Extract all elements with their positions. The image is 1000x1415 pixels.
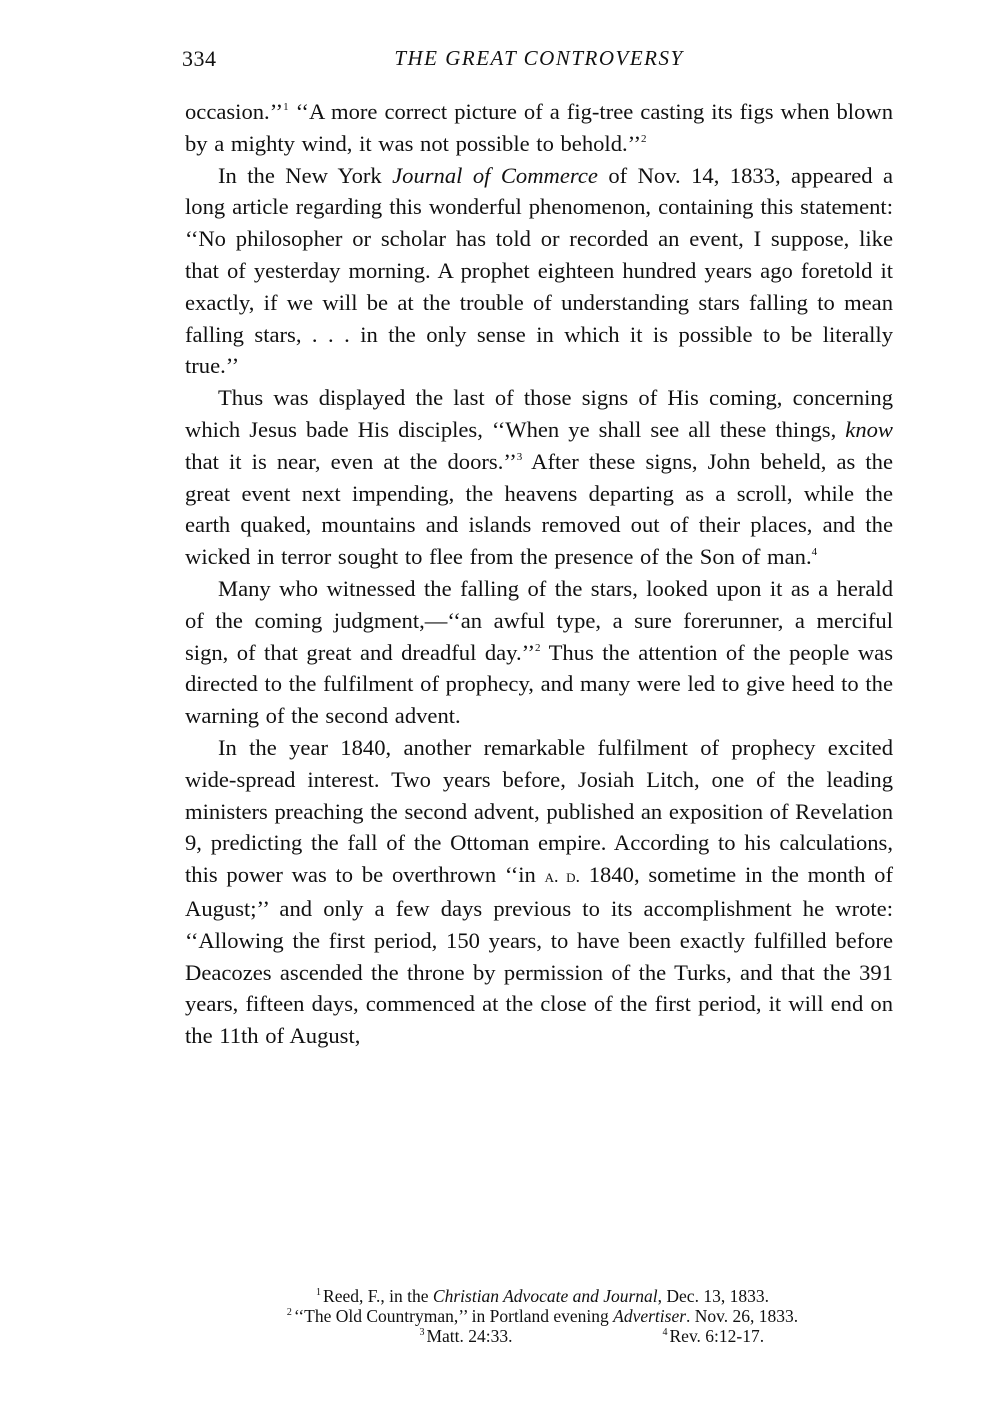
smallcaps-text: a. d.: [544, 866, 580, 887]
paragraph: In the New York Journal of Commerce of Nov. 14, 1833, appeared a long article regarding this wonderful phenomenon, containing this statement: ‘‘No philosopher or scholar has told or recorded an event, I suppose, like that of yesterday morning. A prophet eighteen hundred years ago foretold it exactly, if we will be at the trouble of understanding stars falling to mean falling stars, . . . in the only sense in which it is possible to be literally true.’’: [185, 162, 894, 379]
page-number: 334: [182, 46, 217, 71]
running-head: [182, 40, 893, 76]
footnote-reference: 3: [516, 450, 523, 463]
footnote-4: $^4$ Rev. 6:12-17.: [662, 1326, 765, 1346]
running-title: THE GREAT CONTROVERSY: [394, 46, 684, 70]
body-text: [185, 96, 893, 1052]
footnote-reference: 4: [811, 546, 818, 559]
footnote-reference: 1: [283, 101, 289, 113]
footnote-reference: 2: [535, 641, 541, 654]
footnote-reference: 2: [641, 132, 647, 145]
italic-text: Journal of Commerce: [392, 162, 598, 188]
paragraph: Thus was displayed the last of those signs of His coming, concerning which Jesus bade His disciples, ‘‘When ye shall see all these things, know that it is near, even at the doors.’’$^3$ After these signs, John beheld, as the great event next impending, the heavens departing as a scroll, while the earth quaked, mountains and islands removed out of their places, and the wicked in terror sought to flee from the presence of the Son of man.$^4$: [185, 385, 894, 570]
footnote-1: $^1$ Reed, F., in the Christian Advocate and Journal, Dec. 13, 1833.: [316, 1286, 769, 1306]
paragraph: occasion.’’$^1$ ‘‘A more correct picture of a fig-tree casting its figs when blown by a mighty wind, it was not possible to behold.’’$^2$: [185, 99, 893, 156]
footnotes: [185, 1286, 900, 1346]
footnote-3: $^3$ Matt. 24:33.: [419, 1326, 513, 1346]
footnote-mark: 3: [419, 1327, 425, 1338]
footnote-row-3-4: [185, 1326, 900, 1346]
paragraph: Many who witnessed the falling of the stars, looked upon it as a herald of the coming judgment,—‘‘an awful type, a sure forerunner, a merciful sign, of that great and dreadful day.’’$^2$ Thus the attention of the people was directed to the fulfilment of prophecy, and many were led to give heed to the warning of the second advent.: [185, 575, 894, 729]
footnote-2: $^2$ ‘‘The Old Countryman,’’ in Portland evening Advertiser. Nov. 26, 1833.: [286, 1306, 799, 1326]
footnote-mark: 1: [316, 1287, 322, 1298]
footnote-mark: 4: [662, 1327, 668, 1338]
italic-text: know: [845, 416, 893, 442]
book-page: [182, 40, 894, 1052]
footnote-mark: 2: [286, 1307, 292, 1318]
paragraph: In the year 1840, another remarkable fulfilment of prophecy excited wide-spread interest. Two years before, Josiah Litch, one of the leading ministers preaching the second advent, published an exposition of Revelation 9, predicting the fall of the Ottoman empire. According to his calculations, this power was to be overthrown ‘‘in a. d. 1840, sometime in the month of August;’’ and only a few days previous to its accomplishment he wrote: ‘‘Allowing the first period, 150 years, to have been exactly fulfilled before Deacozes ascended the throne by permission of the Turks, and that the 391 years, fifteen days, commenced at the close of the first period, it will end on the 11th of August,: [185, 734, 894, 1049]
